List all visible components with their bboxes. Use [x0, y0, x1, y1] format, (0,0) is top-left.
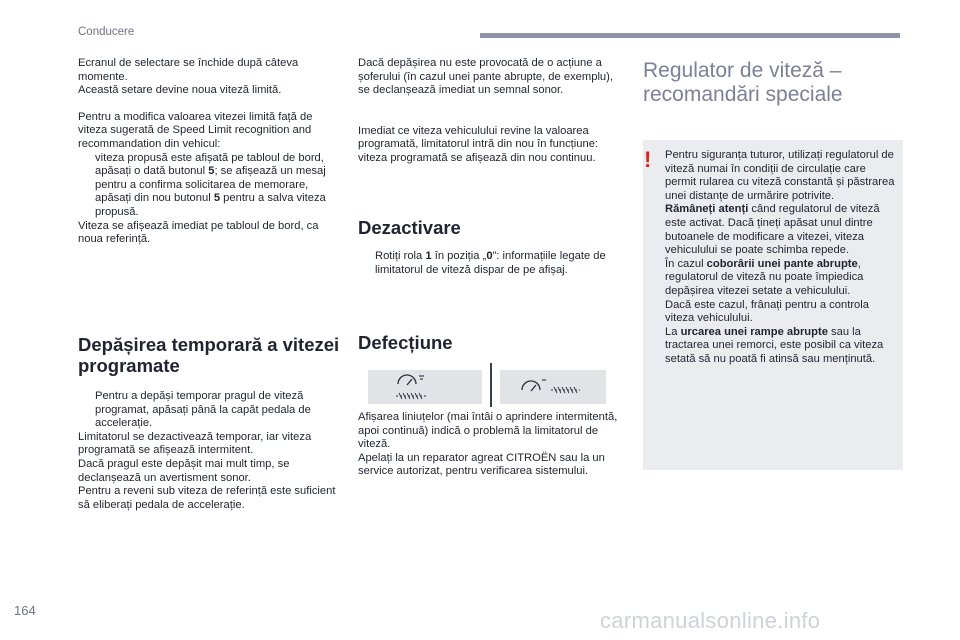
list-item: Rotiți rola 1 în poziția „0”: informațiile legate de limitatorul de viteză dispar de pe afișaj. — [375, 250, 606, 276]
paragraph: Pentru a reveni sub viteza de referință este suficient să eliberați pedala de accelerație. — [78, 485, 336, 511]
section-heading-temporary-exceed: Depășirea temporară a vitezei programate — [78, 334, 340, 376]
section-heading-malfunction: Defecțiune — [358, 332, 453, 353]
watermark: carmanualsonline.info — [600, 608, 821, 633]
paragraph: În cazul coborârii unei pante abrupte, regulatorul de viteză nu poate împiedica depășirea vitezei setate a vehiculului. — [665, 257, 864, 297]
paragraph: Apelați la un reparator agreat CITROËN sau la un service autorizat, pentru verificarea sistemului. — [358, 451, 605, 478]
paragraph: Dacă depășirea nu este provocată de o acțiune a șoferului (în cazul unei pante abrupte, de exemplu), se declanșează imediat un semnal sonor. — [358, 57, 613, 97]
malfunction-text — [358, 411, 622, 479]
paragraph: Această setare devine noua viteză limită. — [78, 84, 282, 97]
malfunction-heading-block — [358, 332, 622, 353]
list-item: Pentru a depăși temporar pragul de viteză programat, apăsați până la capăt pedala de accelerație. — [95, 390, 311, 430]
deactivation-section — [358, 217, 622, 277]
paragraph: Pentru siguranța tuturor, utilizați regulatorul de viteză numai în condiții de circulație care permit rularea cu viteză constantă și păstrarea unei distanțe de urmărire potrivite. — [665, 149, 895, 202]
section-heading-deactivation: Dezactivare — [358, 217, 461, 238]
speed-limiter-display-icon — [368, 370, 482, 404]
paragraph: Ecranul de selectare se închide după câteva momente. — [78, 57, 299, 83]
list-item: apăsați o dată butonul 5; se afișează un mesaj pentru a confirma solicitarea de memorare, — [95, 165, 326, 191]
paragraph: La urcarea unei rampe abrupte sau la tractarea unei remorci, este posibil ca viteza setată să nu poată fi atinsă sau menținută. — [665, 325, 884, 365]
paragraph: Viteza se afișează imediat pe tabloul de bord, ca noua referință. — [78, 219, 319, 246]
warning-exclamation-icon: ! — [644, 147, 652, 172]
page-number: 164 — [14, 603, 36, 618]
column-right-heading — [643, 59, 905, 107]
list-item: viteza propusă este afișată pe tabloul de bord, — [95, 151, 324, 164]
column-left — [78, 57, 340, 247]
paragraph: Pentru a modifica valoarea vitezei limită față de viteza sugerată de Speed Limit recognition and recommandation din vehicul: — [78, 110, 313, 150]
paragraph: Afișarea liniuțelor (mai întâi o aprindere intermitentă, apoi continuă) indică o problemă la limitatorul de viteză. — [358, 411, 618, 451]
column-middle — [358, 57, 622, 166]
paragraph: Limitatorul se dezactivează temporar, iar viteza programată se afișează intermitent. — [78, 430, 312, 457]
section-heading-cruise-control: Regulator de viteză – recomandări speciale — [643, 59, 843, 106]
paragraph: Rămâneți atenți când regulatorul de viteză este activat. Dacă țineți apăsat unul dintre butoanele de modificare a vitezei, viteza vehiculului se poate schimba repede. — [665, 203, 880, 257]
paragraph: Imediat ce viteza vehiculului revine la valoarea programată, limitatorul intră din nou în funcțiune: viteza programată se afișează din nou continuu. — [358, 124, 599, 164]
page-header-title: Conducere — [78, 26, 135, 38]
paragraph: Dacă este cazul, frânați pentru a controla viteza vehiculului. — [665, 298, 869, 325]
paragraph: Dacă pragul este depășit mai mult timp, se declanșează un avertisment sonor. — [78, 457, 290, 484]
display-divider — [490, 363, 492, 407]
list-item: apăsați din nou butonul 5 pentru a salva viteza propusă. — [95, 192, 326, 218]
warning-notice-text — [665, 149, 899, 367]
column-left-lower — [78, 334, 340, 512]
speed-limiter-dashes-icon — [500, 370, 606, 404]
page-header-bar — [480, 33, 900, 38]
